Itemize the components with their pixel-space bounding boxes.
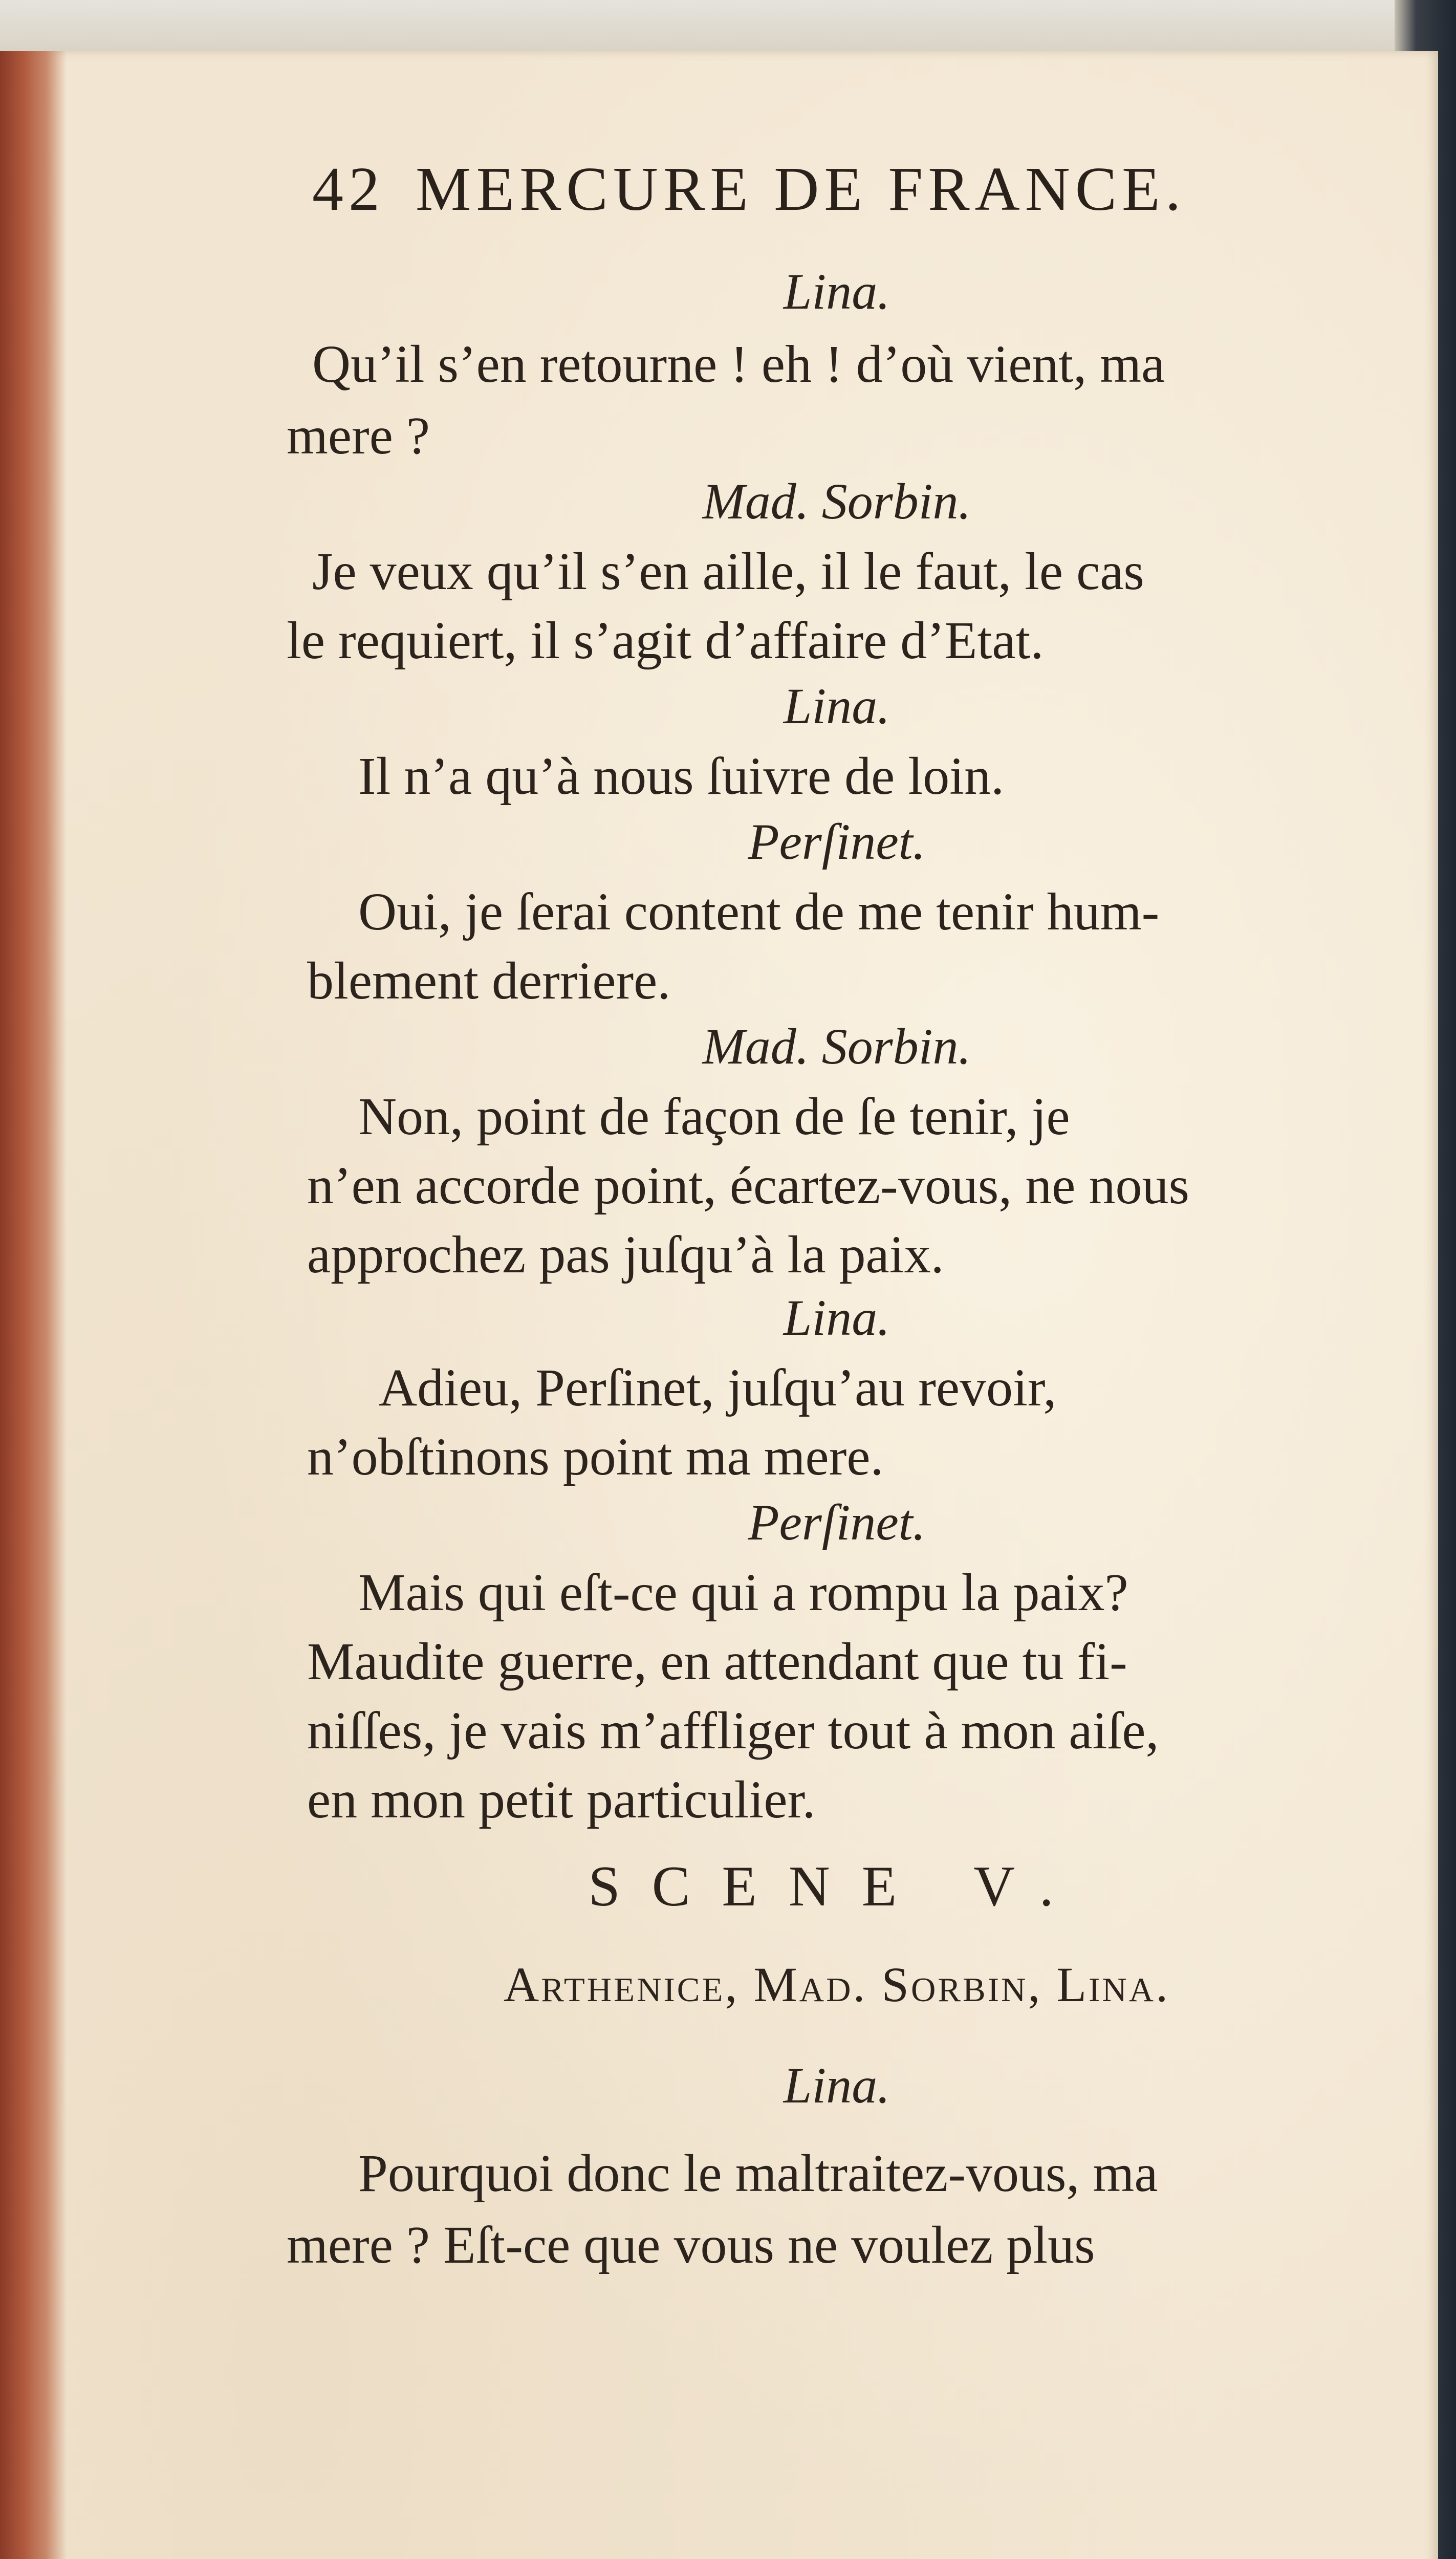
scene-heading: SCENE V. [588, 1855, 1085, 1918]
speaker-label: Mad. Sorbin. [702, 473, 971, 530]
verse-line: blement derriere. [307, 951, 671, 1010]
verse-line: approchez pas juſqu’à la paix. [307, 1225, 944, 1284]
verse-line: le requiert, il s’agit d’affaire d’Etat. [287, 611, 1044, 670]
verse-line: Il n’a qu’à nous ſuivre de loin. [358, 747, 1005, 806]
verse-line: Maudite guerre, en attendant que tu fi- [307, 1632, 1127, 1691]
speaker-label: Perſinet. [748, 813, 926, 870]
speaker-label: Lina. [783, 2057, 890, 2114]
scene-characters: Arthenice, Mad. Sorbin, Lina. [503, 1957, 1170, 2012]
speaker-label: Lina. [783, 678, 890, 734]
verse-line: mere ? [287, 406, 430, 465]
verse-line: en mon petit particulier. [307, 1770, 816, 1829]
verse-line: Qu’il s’en retourne ! eh ! d’où vient, ma [312, 335, 1165, 394]
verse-line: Je veux qu’il s’en aille, il le faut, le cas [312, 542, 1144, 601]
speaker-label: Lina. [783, 263, 890, 320]
running-header [312, 154, 1402, 235]
page-number: 42 [312, 155, 385, 224]
scan-background-top [0, 0, 1456, 56]
verse-line: n’en accorde point, écartez-vous, ne nous [307, 1156, 1189, 1215]
verse-line: Oui, je ſerai content de me tenir hum- [358, 882, 1160, 941]
verse-line: Mais qui eſt-ce qui a rompu la paix? [358, 1563, 1128, 1622]
verse-line: Non, point de façon de ſe tenir, je [358, 1087, 1070, 1146]
verse-line: n’obſtinons point ma mere. [307, 1427, 884, 1486]
speaker-label: Mad. Sorbin. [702, 1018, 971, 1075]
page-binding-edge [0, 51, 67, 2559]
speaker-label: Lina. [783, 1289, 890, 1346]
speaker-label: Perſinet. [748, 1494, 926, 1551]
verse-line: mere ? Eſt-ce que vous ne voulez plus [287, 2216, 1095, 2274]
running-title: MERCURE DE FRANCE. [416, 155, 1186, 224]
verse-line: niſſes, je vais m’affliger tout à mon aiſe, [307, 1701, 1159, 1760]
verse-line: Adieu, Perſinet, juſqu’au revoir, [379, 1358, 1057, 1417]
verse-line: Pourquoi donc le maltraitez-vous, ma [358, 2144, 1158, 2203]
